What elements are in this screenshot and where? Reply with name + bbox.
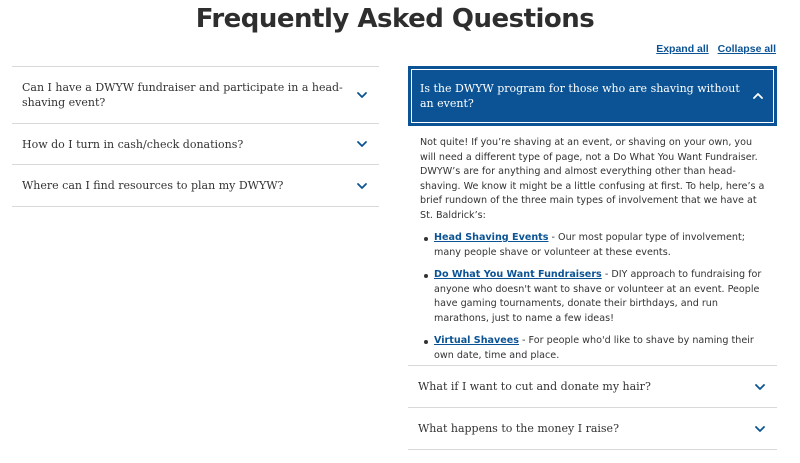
faq-item-money-raised[interactable] bbox=[408, 408, 777, 450]
faq-item-dwyw-and-head-shaving[interactable] bbox=[12, 66, 379, 124]
list-item-text: - Our most popular type of involvement; many people shave or volunteer at these events. bbox=[434, 232, 745, 258]
chevron-down-icon bbox=[753, 380, 767, 394]
faq-question: What happens to the money I raise? bbox=[418, 422, 619, 435]
list-item-text: - For people who'd like to shave by naming their own date, time and place. bbox=[434, 335, 754, 361]
faq-column-left bbox=[12, 66, 379, 207]
faq-item-expanded-shaving-without-event[interactable] bbox=[408, 66, 777, 126]
chevron-down-icon bbox=[355, 179, 369, 193]
list-item bbox=[434, 334, 765, 363]
involvement-list bbox=[420, 231, 765, 363]
list-item bbox=[434, 231, 765, 260]
faq-question: What if I want to cut and donate my hair? bbox=[418, 380, 651, 393]
chevron-up-icon bbox=[751, 89, 765, 103]
chevron-down-icon bbox=[355, 88, 369, 102]
faq-question: Is the DWYW program for those who are shaving without an event? bbox=[420, 82, 740, 110]
faq-item-plan-resources[interactable] bbox=[12, 165, 379, 207]
answer-intro: Not quite! If you’re shaving at an event, or shaving on your own, you will need a different type of page, not a Do What You Want Fundraiser. DWYW’s are for anything and almost everything other than head-shaving. We know it might be a little confusing at first. To help, here’s a brief rundown of the three main types of involvement that we have at St. Baldrick’s: bbox=[420, 137, 765, 221]
list-item bbox=[434, 268, 765, 326]
list-item-text: - DIY approach to fundraising for anyone who doesn't want to shave or volunteer at an event. People have gaming tournaments, donate their birthdays, and run marathons, just to name a few ideas! bbox=[434, 269, 762, 324]
chevron-down-icon bbox=[753, 422, 767, 436]
faq-answer-panel bbox=[408, 126, 777, 366]
virtual-shavees-link[interactable]: Virtual Shavees bbox=[434, 335, 519, 346]
faq-column-right bbox=[408, 66, 777, 450]
collapse-all-link[interactable]: Collapse all bbox=[717, 43, 776, 55]
do-what-you-want-fundraisers-link[interactable]: Do What You Want Fundraisers bbox=[434, 269, 602, 280]
faq-controls bbox=[650, 43, 776, 55]
faq-question: How do I turn in cash/check donations? bbox=[22, 137, 244, 151]
faq-question: Where can I find resources to plan my DWYW? bbox=[22, 179, 284, 192]
page-title: Frequently Asked Questions bbox=[195, 4, 595, 34]
chevron-down-icon bbox=[355, 137, 369, 151]
head-shaving-events-link[interactable]: Head Shaving Events bbox=[434, 232, 549, 243]
expand-all-link[interactable]: Expand all bbox=[656, 43, 709, 55]
faq-question: Can I have a DWYW fundraiser and participate in a head-shaving event? bbox=[22, 81, 343, 109]
faq-item-donate-hair[interactable] bbox=[408, 366, 777, 408]
faq-item-cash-check-donations[interactable] bbox=[12, 124, 379, 165]
